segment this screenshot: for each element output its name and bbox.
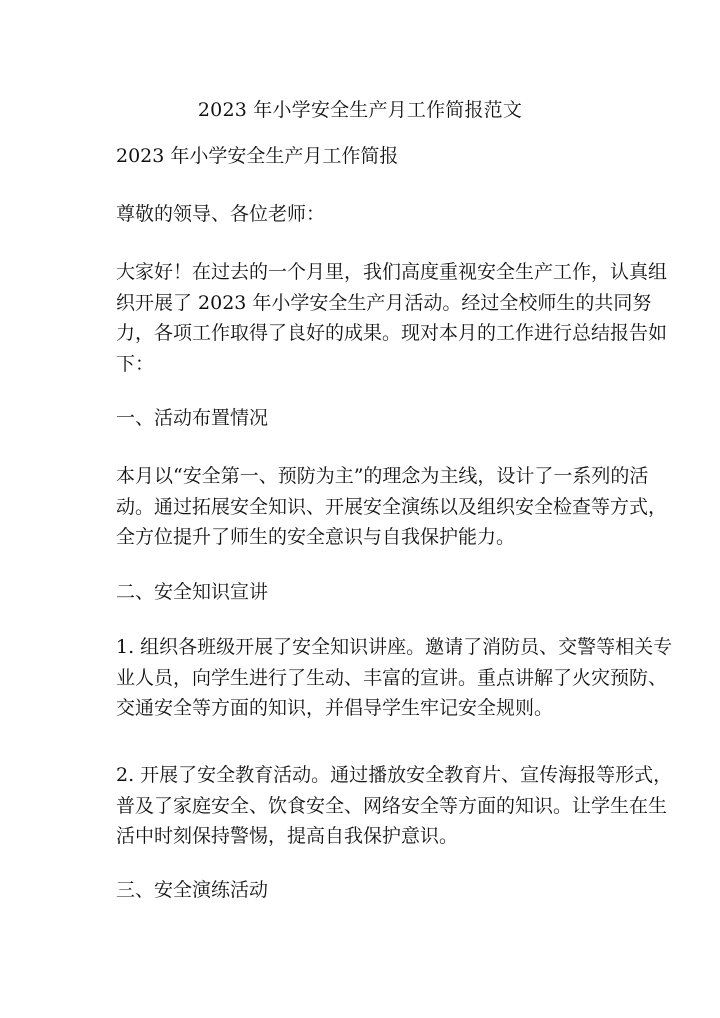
section-heading-1: 一、活动布置情况 <box>116 407 269 429</box>
education-paragraph: 2. 开展了安全教育活动。通过播放安全教育片、宣传海报等形式，普及了家庭安全、饮食安全、网络安全等方面的知识。让学生在生活中时刻保持警惕，提高自我保护意识。 <box>116 764 673 847</box>
document-title: 2023 年小学安全生产月工作简报范文 <box>197 99 523 121</box>
greeting-line: 尊敬的领导、各位老师： <box>116 203 326 225</box>
section-heading-2: 二、安全知识宣讲 <box>116 581 269 603</box>
activity-arrangement-paragraph: 本月以“安全第一、预防为主”的理念为主线，设计了一系列的活动。通过拓展安全知识、开展安全演练以及组织安全检查等方式，全方位提升了师生的安全意识与自我保护能力。 <box>116 465 668 548</box>
section-heading-3: 三、安全演练活动 <box>116 879 269 901</box>
lecture-paragraph: 1. 组织各班级开展了安全知识讲座。邀请了消防员、交警等相关专业人员，向学生进行了生动、丰富的宣讲。重点讲解了火灾预防、交通安全等方面的知识，并倡导学生牢记安全规则。 <box>116 636 673 719</box>
report-subtitle: 2023 年小学安全生产月工作简报 <box>116 145 399 167</box>
intro-paragraph: 大家好！在过去的一个月里，我们高度重视安全生产工作，认真组织开展了 2023 年小学安全生产月活动。经过全校师生的共同努力，各项工作取得了良好的成果。现对本月的工作进行总结报告如下： <box>116 261 668 375</box>
